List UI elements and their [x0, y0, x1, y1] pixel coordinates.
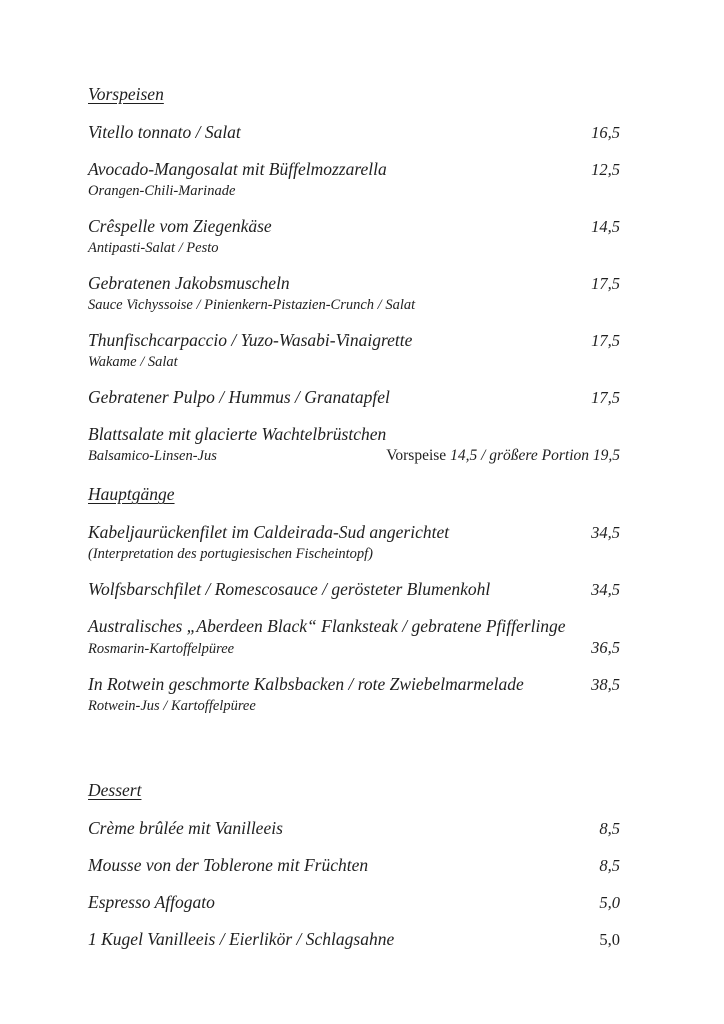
menu-item — [88, 928, 620, 951]
menu-item-sub-line — [88, 239, 620, 258]
menu-item-main-line — [88, 673, 620, 696]
menu-item — [88, 817, 620, 840]
dish-price: 34,5 — [591, 580, 620, 599]
dish-price: 17,5 — [591, 274, 620, 293]
menu-item-main-line — [88, 158, 620, 181]
menu-item-sub-line — [88, 353, 620, 372]
dish-description: Sauce Vichyssoise / Pinienkern-Pistazien-Crunch / Salat — [88, 297, 416, 313]
menu-section — [88, 484, 620, 716]
dish-name: Blattsalate mit glacierte Wachtelbrüstchen — [88, 424, 387, 444]
dish-price: 17,5 — [591, 388, 620, 407]
menu-item — [88, 272, 620, 315]
menu-item-main-line — [88, 272, 620, 295]
dish-description: (Interpretation des portugiesischen Fischeintopf) — [88, 546, 373, 562]
dish-price: 5,0 — [599, 893, 620, 912]
dish-price: 5,0 — [599, 930, 620, 949]
dish-name: Australisches „Aberdeen Black“ Flanksteak / gebratene Pfifferlinge — [88, 616, 566, 636]
dish-name: Avocado-Mangosalat mit Büffelmozzarella — [88, 159, 387, 179]
dish-description: Rosmarin-Kartoffelpüree — [88, 641, 235, 657]
dish-name: Gebratener Pulpo / Hummus / Granatapfel — [88, 387, 390, 407]
section-heading: Dessert — [88, 780, 142, 800]
menu-item-sub-line — [88, 545, 620, 564]
dish-name: Wolfsbarschfilet / Romescosauce / gerösteter Blumenkohl — [88, 579, 491, 599]
dish-price: 12,5 — [591, 160, 620, 179]
menu-item — [88, 423, 620, 466]
dish-name: Mousse von der Toblerone mit Früchten — [88, 855, 369, 875]
menu-item — [88, 521, 620, 564]
menu-item-sub-line — [88, 638, 620, 659]
dish-price: 38,5 — [591, 675, 620, 694]
dish-description: Balsamico-Linsen-Jus — [88, 448, 217, 464]
menu-item-main-line — [88, 423, 620, 445]
menu-item — [88, 215, 620, 258]
menu-item-sub-line — [88, 446, 620, 466]
menu-item — [88, 673, 620, 716]
dish-name: Vitello tonnato / Salat — [88, 122, 241, 142]
dish-name: 1 Kugel Vanilleeis / Eierlikör / Schlagsahne — [88, 929, 395, 949]
dish-name: Espresso Affogato — [88, 892, 215, 912]
dish-description: Antipasti-Salat / Pesto — [88, 240, 219, 256]
dish-price: 14,5 — [591, 217, 620, 236]
menu-item — [88, 578, 620, 601]
menu-item-main-line — [88, 215, 620, 238]
menu-item-main-line — [88, 386, 620, 409]
dish-price: 16,5 — [591, 123, 620, 142]
dish-description: Wakame / Salat — [88, 354, 178, 370]
menu-item-main-line — [88, 615, 620, 637]
section-heading: Vorspeisen — [88, 84, 164, 104]
dish-name: Crêspelle vom Ziegenkäse — [88, 216, 272, 236]
menu-section — [88, 780, 620, 951]
dish-description: Orangen-Chili-Marinade — [88, 183, 236, 199]
menu-item-main-line — [88, 817, 620, 840]
menu-item-main-line — [88, 578, 620, 601]
dish-price: 34,5 — [591, 523, 620, 542]
menu-item-main-line — [88, 928, 620, 951]
menu-item — [88, 158, 620, 201]
menu-item-main-line — [88, 854, 620, 877]
menu-item — [88, 329, 620, 372]
menu-item-main-line — [88, 121, 620, 144]
dish-price: 36,5 — [591, 638, 620, 657]
menu-item-sub-line — [88, 697, 620, 716]
menu-item — [88, 891, 620, 914]
menu-item-main-line — [88, 891, 620, 914]
menu-item — [88, 615, 620, 659]
dish-price: 8,5 — [599, 819, 620, 838]
menu-item — [88, 386, 620, 409]
dish-price: 8,5 — [599, 856, 620, 875]
menu-item-main-line — [88, 521, 620, 544]
menu-section — [88, 84, 620, 466]
menu-item-sub-line — [88, 182, 620, 201]
dish-name: Kabeljaurückenfilet im Caldeirada-Sud angerichtet — [88, 522, 450, 542]
portion-price-label: Vorspeise — [386, 447, 451, 464]
dish-description: Rotwein-Jus / Kartoffelpüree — [88, 698, 256, 714]
menu-content — [88, 84, 620, 951]
portion-price-note — [386, 446, 620, 465]
menu-item — [88, 854, 620, 877]
dish-name: In Rotwein geschmorte Kalbsbacken / rote Zwiebelmarmelade — [88, 674, 524, 694]
portion-price-values: 14,5 / größere Portion 19,5 — [450, 447, 620, 464]
dish-name: Gebratenen Jakobsmuscheln — [88, 273, 290, 293]
menu-item-sub-line — [88, 296, 620, 315]
dish-name: Crème brûlée mit Vanilleeis — [88, 818, 283, 838]
section-heading: Hauptgänge — [88, 484, 175, 504]
dish-name: Thunfischcarpaccio / Yuzo-Wasabi-Vinaigrette — [88, 330, 413, 350]
menu-item — [88, 121, 620, 144]
menu-item-main-line — [88, 329, 620, 352]
dish-price: 17,5 — [591, 331, 620, 350]
